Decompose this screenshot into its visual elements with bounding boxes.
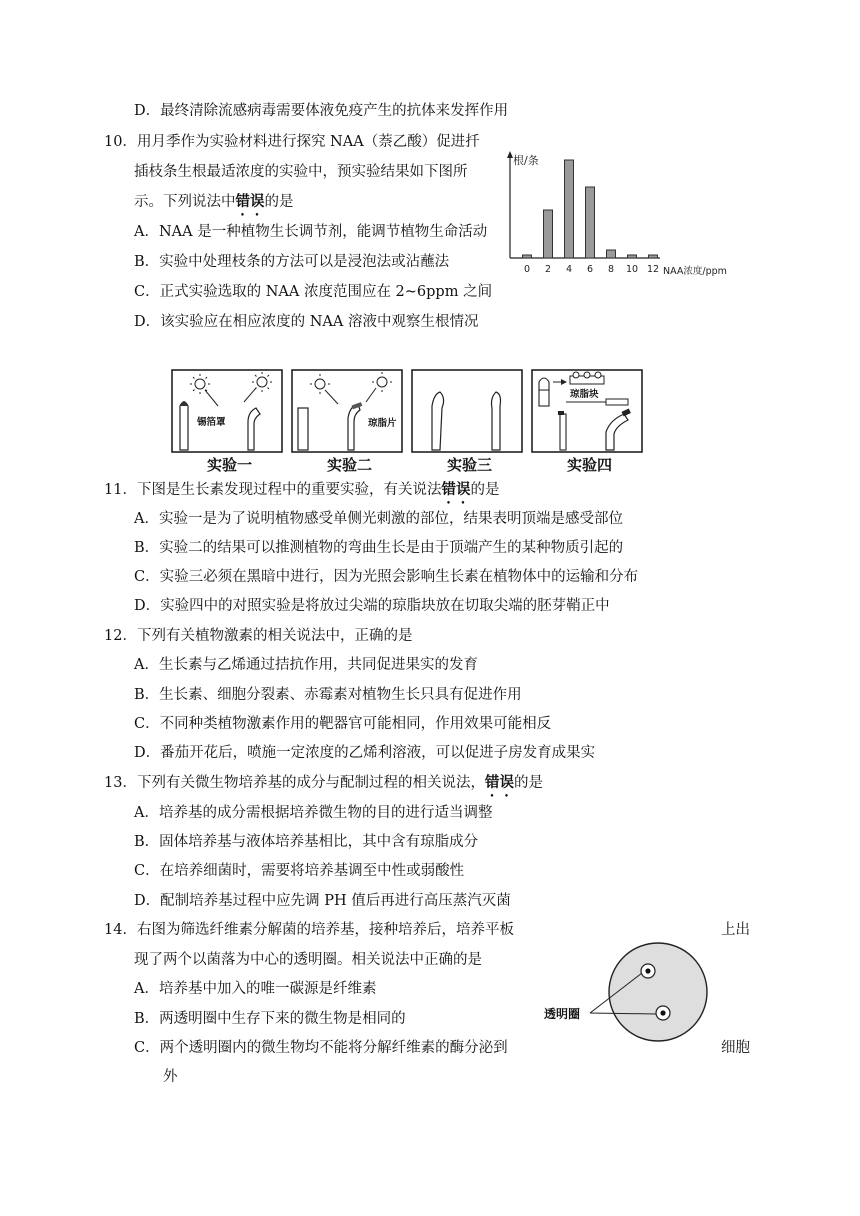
x-tick-label: 0: [523, 264, 531, 275]
bar-6: [586, 187, 595, 258]
q14-option-b: B．两透明圈中生存下来的微生物是相同的: [134, 1011, 406, 1027]
q11-option-d: D．实验四中的对照实验是将放过尖端的琼脂块放在切取尖端的胚芽鞘正中: [134, 598, 610, 614]
q10-option-c: C．正式实验选取的 NAA 浓度范围应在 2~6ppm 之间: [134, 284, 493, 300]
agar-sheet-label: 琼脂片: [368, 418, 397, 429]
q10-option-a: A．NAA 是一种植物生长调节剂，能调节植物生命活动: [134, 224, 488, 240]
q10-stem-2: 插枝条生根最适浓度的实验中，预实验结果如下图所: [134, 164, 468, 180]
x-tick-label: 4: [565, 264, 573, 275]
coleoptile-shape: [180, 402, 188, 450]
q12-stem: 12．下列有关植物激素的相关说法中，正确的是: [104, 628, 413, 644]
bar-12: [649, 255, 658, 258]
experiment-3-panel: [412, 370, 522, 452]
sun-icon: [310, 374, 330, 394]
x-tick-label: 12: [646, 264, 660, 275]
tinfoil-label: 锡箔罩: [197, 417, 226, 428]
experiment-4-panel: [532, 370, 642, 452]
y-axis-label: 根/条: [513, 154, 539, 167]
q14-stem-1-end: 上出: [721, 922, 750, 938]
q14-option-c-cont: 外: [163, 1069, 178, 1085]
q14-option-a: A．培养基中加入的唯一碳源是纤维素: [134, 981, 377, 997]
agar-block-label: 琼脂块: [570, 389, 599, 400]
x-axis-label: NAA浓度/ppm: [663, 266, 727, 277]
culture-plate: [609, 943, 707, 1041]
q14-option-c-end: 细胞: [721, 1040, 750, 1056]
x-tick-label: 6: [586, 264, 594, 275]
colony: [645, 968, 650, 973]
q10-option-b: B．实验中处理枝条的方法可以是浸泡法或沾蘸法: [134, 254, 450, 270]
bar-2: [544, 210, 553, 258]
culture-plate-figure: [538, 940, 738, 1050]
q13-option-a: A．培养基的成分需根据培养微生物的目的进行适当调整: [134, 805, 493, 821]
q13-option-b: B．固体培养基与液体培养基相比，其中含有琼脂成分: [134, 834, 479, 850]
sun-icon: [190, 374, 210, 394]
q11-stem: 11．下图是生长素发现过程中的重要实验，有关说法错误的是: [104, 481, 500, 498]
emphasis-wrong: 错误: [441, 481, 471, 498]
x-tick-label: 10: [625, 264, 639, 275]
auxin-experiments-figure: [170, 368, 646, 476]
q12-option-b: B．生长素、细胞分裂素、赤霉素对植物生长只具有促进作用: [134, 687, 522, 703]
bent-coleoptile-shape: [432, 392, 444, 450]
clear-zone-label: 透明圈: [544, 1007, 581, 1021]
q13-stem: 13．下列有关微生物培养基的成分与配制过程的相关说法，错误的是: [104, 774, 543, 791]
emphasis-wrong: 错误: [235, 193, 265, 210]
q11-option-a: A．实验一是为了说明植物感受单侧光刺激的部位，结果表明顶端是感受部位: [134, 511, 623, 527]
q13-option-d: D．配制培养基过程中应先调 PH 值后再进行高压蒸汽灭菌: [134, 893, 511, 909]
q11-option-c: C．实验三必须在黑暗中进行，因为光照会影响生长素在植物体中的运输和分布: [134, 569, 639, 585]
bar-0: [523, 255, 532, 258]
naa-bar-chart: [505, 150, 745, 280]
bent-coleoptile-shape: [348, 404, 360, 450]
q10-option-d: D．该实验应在相应浓度的 NAA 溶液中观察生根情况: [134, 314, 479, 330]
experiment-1-panel: [172, 370, 282, 452]
q12-option-c: C．不同种类植物激素作用的靶器官可能相同，作用效果可能相反: [134, 716, 552, 732]
q13-option-c: C．在培养细菌时，需要将培养基调至中性或弱酸性: [134, 863, 465, 879]
bar-4: [565, 160, 574, 258]
bent-coleoptile-shape: [606, 414, 628, 450]
q14-stem-1: 14．右图为筛选纤维素分解菌的培养基，接种培养后，培养平板: [104, 922, 514, 938]
q10-stem-1: 10．用月季作为实验材料进行探究 NAA（萘乙酸）促进扦: [104, 134, 480, 150]
q12-option-a: A．生长素与乙烯通过拮抗作用，共同促进果实的发育: [134, 657, 478, 673]
caption-experiment-4: 实验四: [567, 456, 613, 474]
q11-option-b: B．实验二的结果可以推测植物的弯曲生长是由于顶端产生的某种物质引起的: [134, 540, 624, 556]
colony: [660, 1010, 665, 1015]
caption-experiment-1: 实验一: [207, 456, 253, 474]
x-tick-label: 2: [544, 264, 552, 275]
q14-stem-2: 现了两个以菌落为中心的透明圈。相关说法中正确的是: [134, 952, 482, 968]
x-tick-label: 8: [607, 264, 615, 275]
caption-experiment-3: 实验三: [447, 456, 493, 474]
q14-option-c: C．两个透明圈内的微生物均不能将分解纤维素的酶分泌到: [134, 1040, 508, 1056]
experiment-2-panel: [292, 370, 402, 452]
q10-stem-3: 示。下列说法中错误的是: [134, 193, 294, 210]
bent-coleoptile-shape: [248, 408, 260, 450]
caption-experiment-2: 实验二: [327, 456, 373, 474]
cut-coleoptile-shape: [298, 408, 308, 450]
bar-8: [607, 250, 616, 258]
bar-10: [628, 255, 637, 258]
q9-option-d: D．最终清除流感病毒需要体液免疫产生的抗体来发挥作用: [134, 103, 509, 119]
emphasis-wrong: 错误: [484, 774, 514, 791]
q12-option-d: D．番茄开花后，喷施一定浓度的乙烯利溶液，可以促进子房发育成果实: [134, 745, 596, 761]
bent-coleoptile-shape: [492, 392, 501, 450]
